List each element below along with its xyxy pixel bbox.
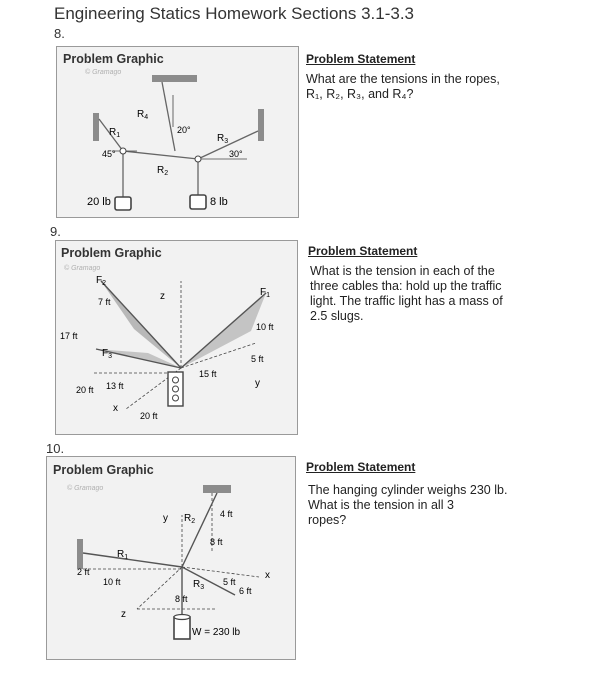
label-axis-z: z	[160, 291, 165, 302]
label-f3: $F_3$	[102, 348, 113, 360]
label-f2: $F_2$	[96, 275, 107, 287]
label-dim-5ft: 5 ft	[223, 577, 236, 587]
label-dim-15ft: 15 ft	[199, 369, 217, 379]
label-axis-x: x	[113, 403, 118, 414]
problem-10-copyright: © Gramago	[67, 485, 104, 492]
left-wall	[77, 539, 83, 569]
label-angle-45: 45°	[102, 149, 116, 159]
label-weight: W = 230 lb	[192, 627, 241, 638]
cylinder-top	[174, 615, 190, 620]
label-dim-17ft: 17 ft	[60, 331, 78, 341]
statement-line: What is the tension in each of the	[310, 264, 495, 278]
problem-10-graphic-panel	[46, 456, 296, 660]
knot-left	[120, 148, 126, 154]
right-wall	[258, 109, 264, 141]
problem-9-statement-text	[310, 264, 503, 324]
label-dim-13ft: 13 ft	[106, 381, 124, 391]
weight-block-left	[115, 197, 131, 210]
label-dim-8ft: 8 ft	[210, 537, 223, 547]
label-r2: $R_2$	[184, 513, 196, 525]
rope-r3	[198, 131, 258, 159]
label-dim-6ft: 6 ft	[239, 586, 252, 596]
problem-9-graphic-title: Problem Graphic	[61, 246, 162, 260]
ceiling-support	[203, 485, 231, 493]
label-angle-30: 30°	[229, 149, 243, 159]
weight-block-right	[190, 195, 206, 209]
label-r3: $R_3$	[217, 133, 229, 145]
label-r1: $R_1$	[117, 549, 129, 561]
statement-line: light. The traffic light has a mass of	[310, 294, 503, 308]
statement-line: ropes?	[308, 513, 347, 527]
problem-10-statement-text	[308, 483, 507, 528]
label-weight-8lb: 8 lb	[210, 196, 228, 208]
rope-r2	[123, 151, 198, 159]
statement-line: 2.5 slugs.	[310, 309, 364, 323]
statement-line: The hanging cylinder weighs 230 lb.	[308, 483, 508, 497]
problem-8-graphic-title: Problem Graphic	[63, 52, 164, 66]
label-weight-20lb: 20 lb	[87, 196, 111, 208]
statement-line: three cables tha: hold up the traffic	[310, 279, 502, 293]
label-axis-x: x	[265, 570, 270, 581]
problem-10-statement-title: Problem Statement	[306, 460, 416, 474]
problem-number-8: 8.	[54, 26, 65, 41]
problem-10-graphic-title: Problem Graphic	[53, 463, 154, 477]
hanging-cylinder	[174, 617, 190, 639]
label-dim-5ft: 5 ft	[251, 354, 264, 364]
problem-8-figure	[57, 47, 298, 217]
label-angle-20: 20°	[177, 125, 191, 135]
label-dim-8ft-b: 8 ft	[175, 594, 188, 604]
problem-10-figure	[47, 457, 295, 659]
label-r4: $R_4$	[137, 109, 149, 121]
problem-number-10: 10.	[46, 441, 65, 456]
label-dim-20ft-b: 20 ft	[140, 411, 158, 421]
label-axis-y: y	[255, 378, 260, 389]
problem-number-9: 9.	[50, 224, 61, 239]
label-dim-7ft: 7 ft	[98, 297, 111, 307]
label-dim-2ft: 2 ft	[77, 567, 90, 577]
label-f1: $F_1$	[260, 287, 271, 299]
page-title: Engineering Statics Homework Sections 3.1-3.3	[54, 4, 415, 23]
problem-8-statement-text	[306, 72, 500, 102]
problem-8-copyright: © Gramago	[85, 69, 122, 76]
label-dim-10ft: 10 ft	[256, 322, 274, 332]
problem-9-graphic-panel	[55, 240, 298, 435]
knot-right	[195, 156, 201, 162]
left-wall	[93, 113, 99, 141]
label-axis-z: z	[121, 609, 126, 620]
rope-r1	[83, 553, 182, 567]
axis-x	[182, 567, 259, 577]
label-r3: $R_3$	[193, 579, 205, 591]
statement-line: What is the tension in all 3	[308, 498, 454, 512]
problem-9-statement-title: Problem Statement	[308, 244, 418, 258]
label-dim-10ft: 10 ft	[103, 577, 121, 587]
problem-9-copyright: © Gramago	[64, 265, 101, 272]
problem-8-statement-title: Problem Statement	[306, 52, 416, 66]
statement-line: What are the tensions in the ropes,	[306, 72, 500, 86]
ceiling-support	[152, 75, 197, 82]
label-dim-20ft: 20 ft	[76, 385, 94, 395]
problem-8-graphic-panel	[56, 46, 299, 218]
label-dim-4ft: 4 ft	[220, 509, 233, 519]
label-axis-y: y	[163, 513, 168, 524]
problem-9-figure	[56, 241, 297, 434]
statement-line: R₁, R₂, R₃, and R₄?	[306, 87, 414, 101]
label-r1: $R_1$	[109, 127, 121, 139]
label-r2: $R_2$	[157, 165, 169, 177]
